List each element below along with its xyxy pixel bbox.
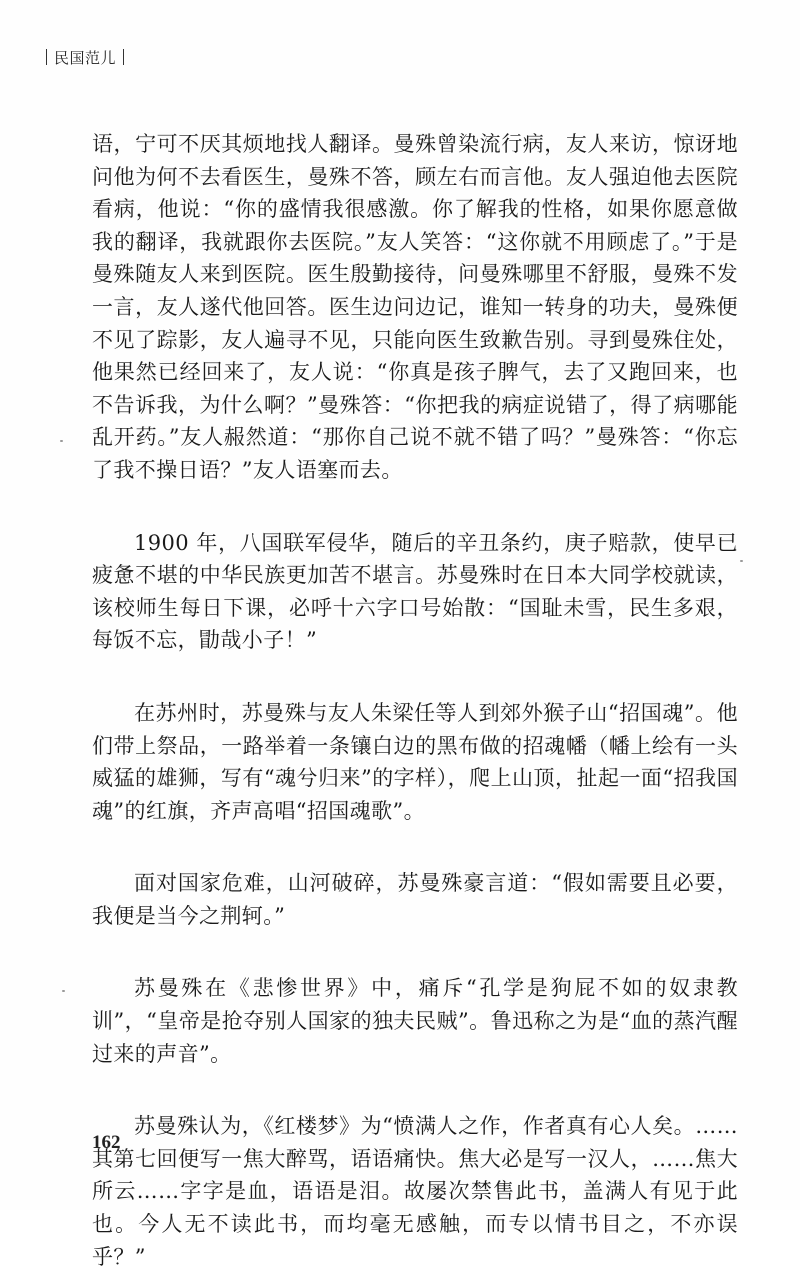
header-rule-right: [123, 49, 124, 65]
header-rule-left: [46, 49, 47, 65]
running-title: 民国范儿: [54, 48, 117, 67]
scan-speck: [60, 440, 63, 442]
paragraph: 在苏州时，苏曼殊与友人朱梁任等人到郊外猴子山“招国魂”。他们带上祭品，一路举着一条镶白边的黑布做的招魂幡（幡上绘有一头威猛的雄狮，写有“魂兮归来”的字样），爬上山顶，扯起一面“招我国魂”的红旗，齐声高唱“招国魂歌”。: [92, 700, 738, 823]
running-header: [46, 46, 124, 68]
body-text: [92, 128, 738, 1273]
paragraph: 面对国家危难，山河破碎，苏曼殊豪言道：“假如需要且必要，我便是当今之荆轲。”: [92, 871, 738, 928]
scan-speck: [62, 990, 65, 992]
scan-speck: [740, 560, 743, 562]
paragraph: 1900 年，八国联军侵华，随后的辛丑条约，庚子赔款，使早已疲惫不堪的中华民族更加苦不堪言。苏曼殊时在日本大同学校就读，该校师生每日下课，必呼十六字口号始散：“国耻未雪，民生多艰，每饭不忘，勖哉小子！”: [92, 530, 738, 653]
paragraph: 苏曼殊在《悲惨世界》中，痛斥“孔学是狗屁不如的奴隶教训”，“皇帝是抢夺别人国家的独夫民贼”。鲁迅称之为是“血的蒸汽醒过来的声音”。: [92, 976, 738, 1066]
paragraph-continued: 语，宁可不厌其烦地找人翻译。曼殊曾染流行病，友人来访，惊讶地问他为何不去看医生，曼殊不答，顾左右而言他。友人强迫他去医院看病，他说：“你的盛情我很感激。你了解我的性格，如果你愿意做我的翻译，我就跟你去医院。”友人笑答：“这你就不用顾虑了。”于是曼殊随友人来到医院。医生殷勤接待，问曼殊哪里不舒服，曼殊不发一言，友人遂代他回答。医生边问边记，谁知一转身的功夫，曼殊便不见了踪影，友人遍寻不见，只能向医生致歉告别。寻到曼殊住处，他果然已经回来了，友人说：“你真是孩子脾气，去了又跑回来，也不告诉我，为什么啊？”曼殊答：“你把我的病症说错了，得了病哪能乱开药。”友人赧然道：“那你自己说不就不错了吗？”曼殊答：“你忘了我不操日语？”友人语塞而去。: [92, 132, 738, 482]
page-number: 162: [92, 1132, 121, 1153]
paragraph: 苏曼殊认为，《红楼梦》为“愤满人之作，作者真有心人矣。……其第七回便写一焦大醉骂，语语痛快。焦大必是写一汉人，……焦大所云……字字是血，语语是泪。故屡次禁售此书，盖满人有见于此也。今人无不读此书，而均毫无感触，而专以情书目之，不亦误乎？”: [92, 1114, 738, 1269]
